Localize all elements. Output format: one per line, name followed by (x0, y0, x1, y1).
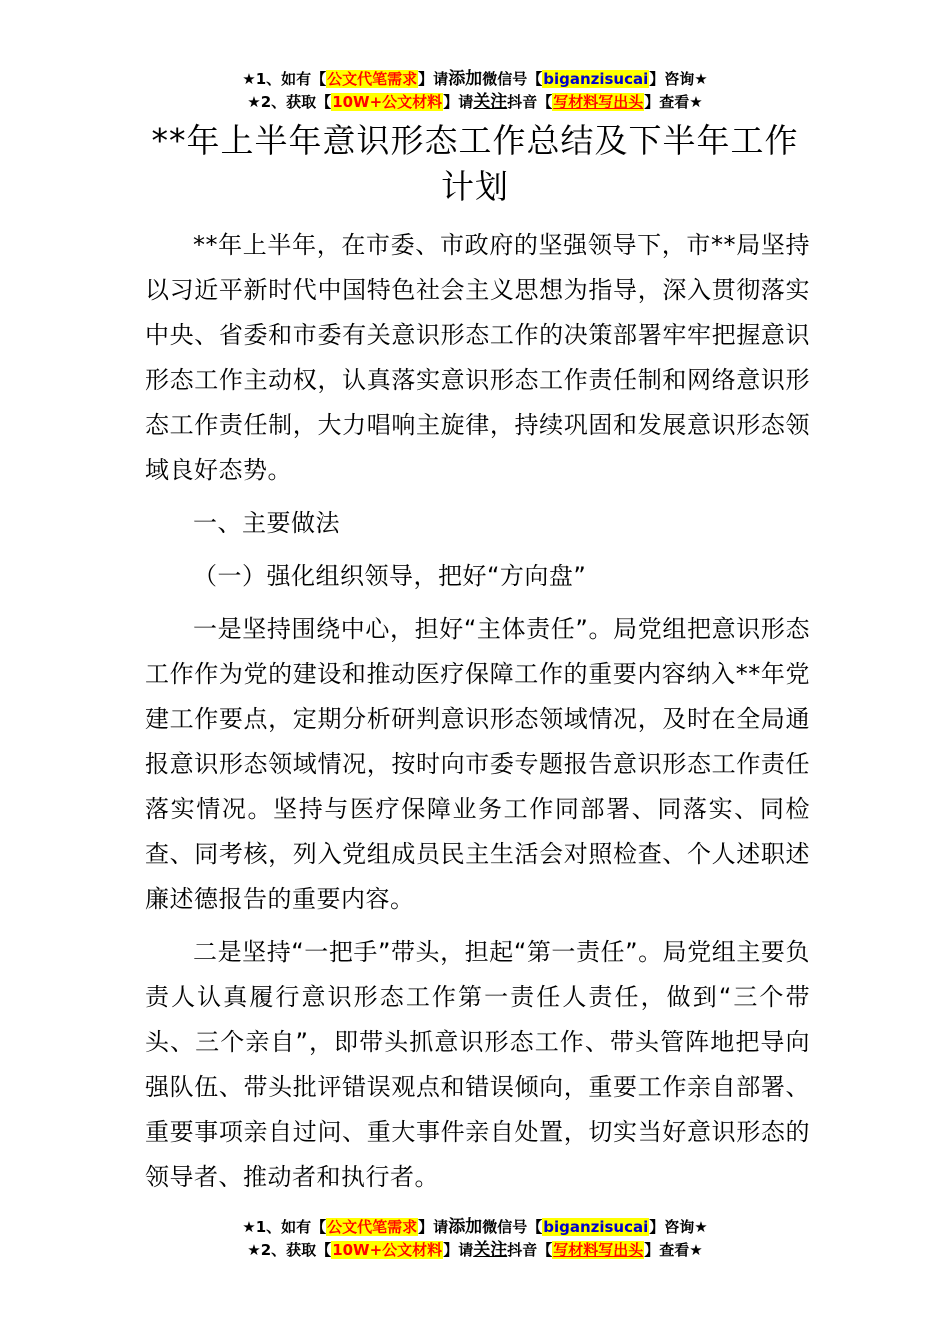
promo-header (0, 68, 950, 114)
promo-text: 】查看★ (644, 93, 703, 111)
promo-text: 微信号【 (482, 70, 543, 88)
promo-line-2 (0, 1239, 950, 1262)
promo-text: 】查看★ (644, 1241, 703, 1259)
paragraph-intro: **年上半年，在市委、市政府的坚强领导下，市**局坚持以习近平新时代中国特色社会主义思想为指导，深入贯彻落实中央、省委和市委有关意识形态工作的决策部署牢牢把握意识形态工作主动权，认真落实意识形态工作责任制和网络意识形态工作责任制，大力唱响主旋律，持续巩固和发展意识形态领域良好态势。 (145, 231, 810, 484)
promo-text: ★2、获取【 (247, 1241, 332, 1259)
promo-text: 】咨询★ (649, 70, 708, 88)
promo-line-1 (0, 68, 950, 91)
subsection-heading: （一）强化组织领导，把好“方向盘” (193, 562, 587, 590)
promo-text: 】请 (418, 1218, 449, 1236)
promo-text: 】咨询★ (649, 1218, 708, 1236)
promo-text: ★1、如有【 (242, 1218, 327, 1236)
promo-text: 抖音【 (507, 1241, 553, 1259)
promo-line-1 (0, 1216, 950, 1239)
promo-text: 关注 (473, 1240, 508, 1260)
promo-text: 】请 (443, 93, 474, 111)
promo-highlight: 10W+公文材料 (332, 1241, 443, 1259)
document-body (145, 223, 810, 1208)
document-title: **年上半年意识形态工作总结及下半年工作计划 (151, 121, 799, 206)
promo-highlight: 公文代笔需求 (327, 1218, 418, 1236)
promo-line-2 (0, 91, 950, 114)
promo-highlight: 写材料写出头 (553, 93, 644, 111)
promo-text: 关注 (473, 92, 508, 112)
promo-text: ★1、如有【 (242, 70, 327, 88)
promo-text: 添加 (448, 69, 483, 89)
promo-text: ★2、获取【 (247, 93, 332, 111)
promo-wechat-id: biganzisucai (543, 1218, 649, 1236)
promo-highlight: 写材料写出头 (553, 1241, 644, 1259)
promo-highlight: 公文代笔需求 (327, 70, 418, 88)
promo-text: 微信号【 (482, 1218, 543, 1236)
promo-highlight: 10W+公文材料 (332, 93, 443, 111)
promo-text: 添加 (448, 1217, 483, 1237)
section-heading: 一、主要做法 (193, 509, 340, 537)
promo-wechat-id: biganzisucai (543, 70, 649, 88)
promo-text: 】请 (443, 1241, 474, 1259)
promo-text: 抖音【 (507, 93, 553, 111)
promo-footer (0, 1216, 950, 1262)
paragraph-point-2: 二是坚持“一把手”带头，担起“第一责任”。局党组主要负责人认真履行意识形态工作第一责任人责任，做到“三个带头、三个亲自”，即带头抓意识形态工作、带头管阵地把导向强队伍、带头批评错误观点和错误倾向，重要工作亲自部署、重要事项亲自过问、重大事件亲自处置，切实当好意识形态的领导者、推动者和执行者。 (145, 938, 810, 1191)
promo-text: 】请 (418, 70, 449, 88)
paragraph-point-1: 一是坚持围绕中心，担好“主体责任”。局党组把意识形态工作作为党的建设和推动医疗保障工作的重要内容纳入**年党建工作要点，定期分析研判意识形态领域情况，及时在全局通报意识形态领域情况，按时向市委专题报告意识形态工作责任落实情况。坚持与医疗保障业务工作同部署、同落实、同检查、同考核，列入党组成员民主生活会对照检查、个人述职述廉述德报告的重要内容。 (145, 615, 810, 913)
